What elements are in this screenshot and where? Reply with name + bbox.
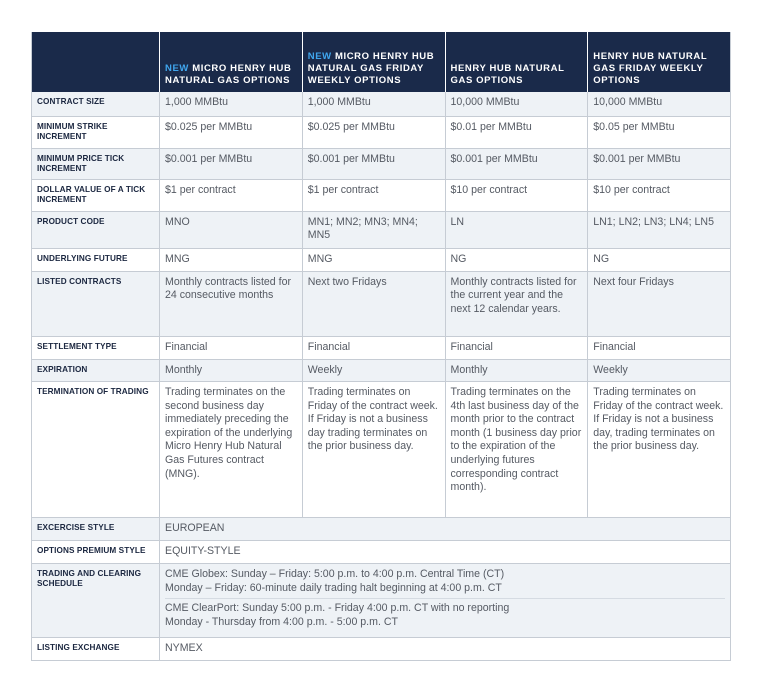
- row-min-tick: [32, 148, 731, 179]
- row-listing-exchange: [32, 638, 731, 661]
- cell: $10 per contract: [588, 179, 731, 211]
- cell: MNG: [160, 248, 303, 271]
- cell: $1 per contract: [160, 179, 303, 211]
- cell: Weekly: [588, 359, 731, 382]
- row-label: EXPIRATION: [32, 359, 160, 382]
- row-exercise-style: [32, 518, 731, 541]
- cell: Monthly contracts listed for the current year and the next 12 calendar years.: [445, 271, 588, 336]
- row-label: PRODUCT CODE: [32, 211, 160, 248]
- cell: 10,000 MMBtu: [445, 92, 588, 116]
- row-trading-schedule: [32, 564, 731, 638]
- cell: $0.001 per MMBtu: [445, 148, 588, 179]
- clearport-schedule: CME ClearPort: Sunday 5:00 p.m. - Friday 4:00 p.m. CT with no reporting Monday - Thursday from 4:00 p.m. - 5:00 p.m. CT: [165, 598, 725, 629]
- row-termination: [32, 382, 731, 518]
- row-contract-size: [32, 92, 731, 116]
- cell: $0.001 per MMBtu: [302, 148, 445, 179]
- row-label: CONTRACT SIZE: [32, 92, 160, 116]
- row-tick-value: [32, 179, 731, 211]
- cell: Financial: [302, 336, 445, 359]
- row-label: EXCERCISE STYLE: [32, 518, 160, 541]
- cell-listing-exchange: NYMEX: [160, 638, 731, 661]
- row-expiration: [32, 359, 731, 382]
- cell: 1,000 MMBtu: [302, 92, 445, 116]
- cell: Trading terminates on the 4th last business day of the month prior to the contract month (1 business day prior to the expiration of the underlying futures corresponding contract month).: [445, 382, 588, 518]
- cell: Trading terminates on Friday of the contract week. If Friday is not a business day, trading terminates on the prior business day.: [588, 382, 731, 518]
- row-label: MINIMUM PRICE TICK INCREMENT: [32, 148, 160, 179]
- cell: Financial: [160, 336, 303, 359]
- header-hh-options: HENRY HUB NATURAL GAS OPTIONS: [445, 32, 588, 92]
- header-hh-friday-weekly: HENRY HUB NATURAL GAS FRIDAY WEEKLY OPTIONS: [588, 32, 731, 92]
- cell: Trading terminates on the second business day immediately preceding the expiration of the underlying Micro Henry Hub Natural Gas Futures contract (MNG).: [160, 382, 303, 518]
- header-row: [32, 32, 731, 92]
- cell: $0.001 per MMBtu: [160, 148, 303, 179]
- row-label: DOLLAR VALUE OF A TICK INCREMENT: [32, 179, 160, 211]
- cell-trading-schedule: [160, 564, 731, 638]
- cell: $1 per contract: [302, 179, 445, 211]
- row-underlying-future: [32, 248, 731, 271]
- cell: MN1; MN2; MN3; MN4; MN5: [302, 211, 445, 248]
- cell: 10,000 MMBtu: [588, 92, 731, 116]
- contract-specs-table: [31, 32, 731, 661]
- cell: Monthly: [445, 359, 588, 382]
- new-tag: NEW: [165, 63, 189, 74]
- cell: Trading terminates on Friday of the contract week. If Friday is not a business day trading terminates on the prior business day.: [302, 382, 445, 518]
- cell: 1,000 MMBtu: [160, 92, 303, 116]
- header-corner: [32, 32, 160, 92]
- header-micro-hh-options: NEW MICRO HENRY HUB NATURAL GAS OPTIONS: [160, 32, 303, 92]
- row-label: TRADING AND CLEARING SCHEDULE: [32, 564, 160, 638]
- cell: Monthly: [160, 359, 303, 382]
- row-min-strike: [32, 116, 731, 148]
- cell: Financial: [588, 336, 731, 359]
- cell: Weekly: [302, 359, 445, 382]
- cell: Next four Fridays: [588, 271, 731, 336]
- cell: Financial: [445, 336, 588, 359]
- row-listed-contracts: [32, 271, 731, 336]
- new-tag: NEW: [307, 51, 332, 62]
- row-product-code: [32, 211, 731, 248]
- header-micro-hh-friday-weekly: NEW MICRO HENRY HUB NATURAL GAS FRIDAY WEEKLY OPTIONS: [302, 32, 445, 92]
- row-label: UNDERLYING FUTURE: [32, 248, 160, 271]
- row-label: OPTIONS PREMIUM STYLE: [32, 541, 160, 564]
- cell: $0.025 per MMBtu: [160, 116, 303, 148]
- cell: MNG: [302, 248, 445, 271]
- row-settlement-type: [32, 336, 731, 359]
- cell: LN1; LN2; LN3; LN4; LN5: [588, 211, 731, 248]
- row-premium-style: [32, 541, 731, 564]
- cell: NG: [588, 248, 731, 271]
- cell-exercise-style: EUROPEAN: [160, 518, 731, 541]
- cell: $10 per contract: [445, 179, 588, 211]
- cell: $0.01 per MMBtu: [445, 116, 588, 148]
- cell: $0.025 per MMBtu: [302, 116, 445, 148]
- cell: Next two Fridays: [302, 271, 445, 336]
- cell: NG: [445, 248, 588, 271]
- globex-schedule: CME Globex: Sunday – Friday: 5:00 p.m. to 4:00 p.m. Central Time (CT) Monday – Friday: 60-minute daily trading halt beginning at 4:00 p.m. CT: [165, 568, 505, 594]
- row-label: LISTED CONTRACTS: [32, 271, 160, 336]
- cell: LN: [445, 211, 588, 248]
- row-label: LISTING EXCHANGE: [32, 638, 160, 661]
- row-label: TERMINATION OF TRADING: [32, 382, 160, 518]
- cell-premium-style: EQUITY-STYLE: [160, 541, 731, 564]
- cell: $0.001 per MMBtu: [588, 148, 731, 179]
- cell: $0.05 per MMBtu: [588, 116, 731, 148]
- row-label: SETTLEMENT TYPE: [32, 336, 160, 359]
- cell: MNO: [160, 211, 303, 248]
- row-label: MINIMUM STRIKE INCREMENT: [32, 116, 160, 148]
- cell: Monthly contracts listed for 24 consecutive months: [160, 271, 303, 336]
